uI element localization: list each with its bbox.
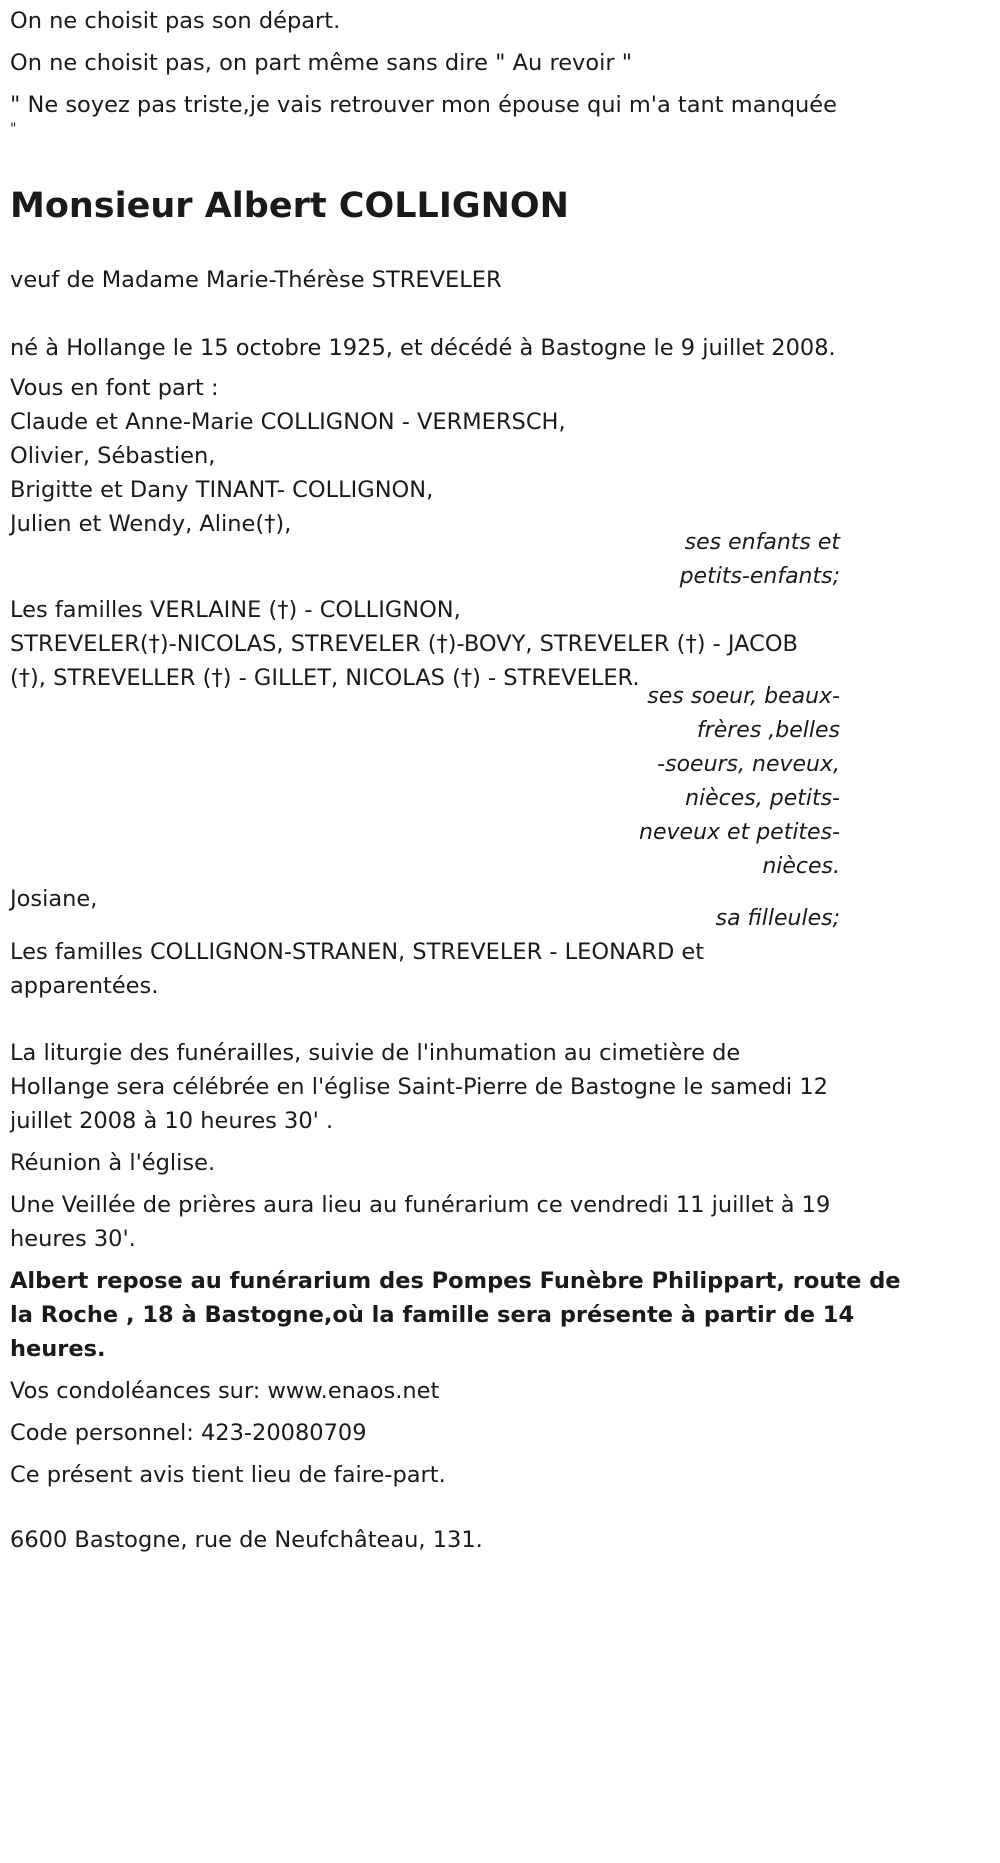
epigraph-line-1: On ne choisit pas son départ.: [10, 8, 341, 34]
epigraph-line-2: On ne choisit pas, on part même sans dire " Au revoir ": [10, 50, 633, 76]
families-line-1: Les familles VERLAINE (†) - COLLIGNON,: [10, 597, 461, 623]
relatives-line-2: apparentées.: [10, 973, 159, 999]
children-line-4: Julien et Wendy, Aline(†),: [10, 511, 292, 537]
widower-line: veuf de Madame Marie-Thérèse STREVELER: [10, 267, 502, 293]
families-line-3: (†), STREVELLER (†) - GILLET, NICOLAS (†) - STREVELER.: [10, 665, 640, 691]
relatives-line-1: Les familles COLLIGNON-STRANEN, STREVELER - LEONARD et: [10, 939, 705, 965]
rests-line-1: Albert repose au funérarium des Pompes Funèbre Philippart, route de: [10, 1268, 901, 1294]
families-role-5: neveux et petites-: [639, 820, 840, 845]
liturgy-line-1: La liturgie des funérailles, suivie de l'inhumation au cimetière de: [10, 1040, 741, 1066]
deceased-name: Monsieur Albert COLLIGNON: [10, 186, 569, 226]
code-line: Code personnel: 423-20080709: [10, 1420, 367, 1446]
children-line-3: Brigitte et Dany TINANT- COLLIGNON,: [10, 477, 434, 503]
goddaughter-line: Josiane,: [10, 886, 98, 912]
children-line-2: Olivier, Sébastien,: [10, 443, 216, 469]
families-role-4: nièces, petits-: [685, 786, 840, 811]
meeting-line: Réunion à l'église.: [10, 1150, 216, 1176]
families-role-3: -soeurs, neveux,: [657, 752, 840, 777]
epigraph-line-3: " Ne soyez pas triste,je vais retrouver mon épouse qui m'a tant manquée: [10, 92, 837, 118]
liturgy-line-2: Hollange sera célébrée en l'église Saint-Pierre de Bastogne le samedi 12: [10, 1074, 828, 1100]
families-role-1: ses soeur, beaux-: [647, 684, 840, 709]
rests-line-3: heures.: [10, 1336, 106, 1362]
families-role-6: nièces.: [762, 854, 840, 879]
notice-line: Ce présent avis tient lieu de faire-part.: [10, 1462, 446, 1488]
epigraph-line-4: ": [10, 121, 17, 137]
children-role-2: petits-enfants;: [679, 564, 840, 589]
children-line-1: Claude et Anne-Marie COLLIGNON - VERMERSCH,: [10, 409, 566, 435]
announce-line: Vous en font part :: [10, 375, 219, 401]
children-role-1: ses enfants et: [684, 530, 840, 555]
liturgy-line-3: juillet 2008 à 10 heures 30' .: [10, 1108, 334, 1134]
families-role-2: frères ,belles: [696, 718, 840, 743]
address-line: 6600 Bastogne, rue de Neufchâteau, 131.: [10, 1527, 483, 1553]
families-line-2: STREVELER(†)-NICOLAS, STREVELER (†)-BOVY, STREVELER (†) - JACOB: [10, 631, 798, 657]
rests-line-2: la Roche , 18 à Bastogne,où la famille sera présente à partir de 14: [10, 1302, 855, 1328]
vigil-line-2: heures 30'.: [10, 1226, 136, 1252]
condolences-line: Vos condoléances sur: www.enaos.net: [10, 1378, 440, 1404]
birth-death-line: né à Hollange le 15 octobre 1925, et décédé à Bastogne le 9 juillet 2008.: [10, 335, 836, 361]
vigil-line-1: Une Veillée de prières aura lieu au funérarium ce vendredi 11 juillet à 19: [10, 1192, 831, 1218]
goddaughter-role: sa filleules;: [715, 906, 840, 931]
